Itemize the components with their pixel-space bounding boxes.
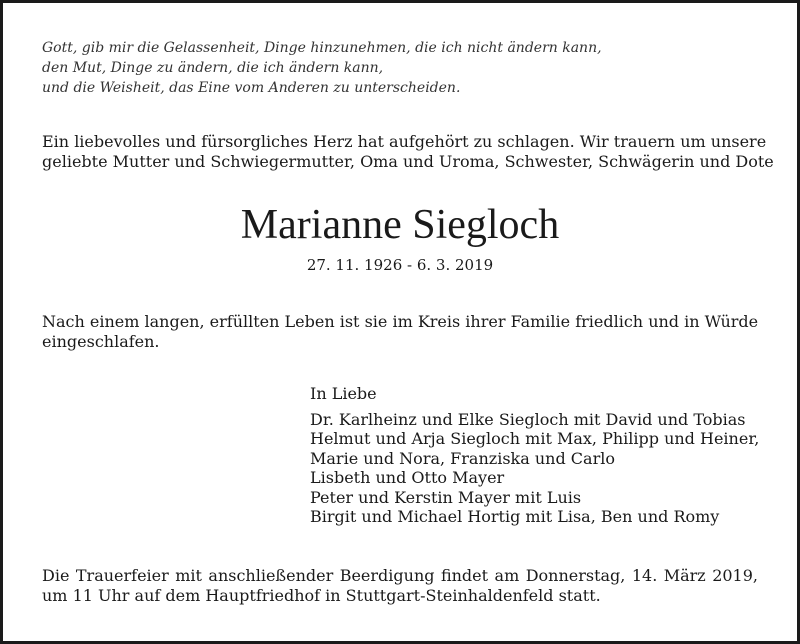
- mourner-entry: Peter und Kerstin Mayer mit Luis: [310, 487, 582, 507]
- mourner-entry: Dr. Karlheinz und Elke Siegloch mit David und Tobias: [310, 409, 746, 429]
- intro-line: Ein liebevolles und fürsorgliches Herz hat aufgehört zu schlagen. Wir trauern um unsere: [42, 132, 767, 151]
- intro-line: geliebte Mutter und Schwiegermutter, Oma und Uroma, Schwester, Schwägerin und Dote: [42, 152, 774, 171]
- funeral-details: [42, 566, 758, 606]
- serenity-prayer-quote: [42, 38, 602, 98]
- deceased-name: Marianne Siegloch: [240, 202, 560, 248]
- funeral-line: Die Trauerfeier mit anschließender Beerdigung findet am Donnerstag, 14. März 2019,: [42, 566, 758, 585]
- passing-paragraph: [42, 312, 758, 352]
- passing-line: Nach einem langen, erfüllten Leben ist sie im Kreis ihrer Familie friedlich und in Würde: [42, 312, 759, 331]
- mourner-entry: Marie und Nora, Franziska und Carlo: [310, 448, 615, 468]
- funeral-line: um 11 Uhr auf dem Hauptfriedhof in Stuttgart-Steinhaldenfeld statt.: [42, 586, 601, 605]
- mourner-entry: Helmut und Arja Siegloch mit Max, Philipp und Heiner,: [310, 429, 760, 448]
- mourner-entry: Birgit und Michael Hortig mit Lisa, Ben und Romy: [310, 507, 720, 526]
- life-dates: 27. 11. 1926 - 6. 3. 2019: [306, 256, 494, 274]
- mourners-list: [310, 384, 759, 527]
- passing-line: eingeschlafen.: [42, 332, 160, 351]
- mourner-entry: Lisbeth und Otto Mayer: [310, 468, 505, 487]
- intro-paragraph: [42, 132, 774, 172]
- quote-line: den Mut, Dinge zu ändern, die ich ändern kann,: [42, 60, 384, 76]
- mourners-heading: In Liebe: [310, 384, 377, 403]
- quote-line: und die Weisheit, das Eine vom Anderen zu unterscheiden.: [42, 80, 461, 96]
- quote-line: Gott, gib mir die Gelassenheit, Dinge hinzunehmen, die ich nicht ändern kann,: [42, 40, 602, 56]
